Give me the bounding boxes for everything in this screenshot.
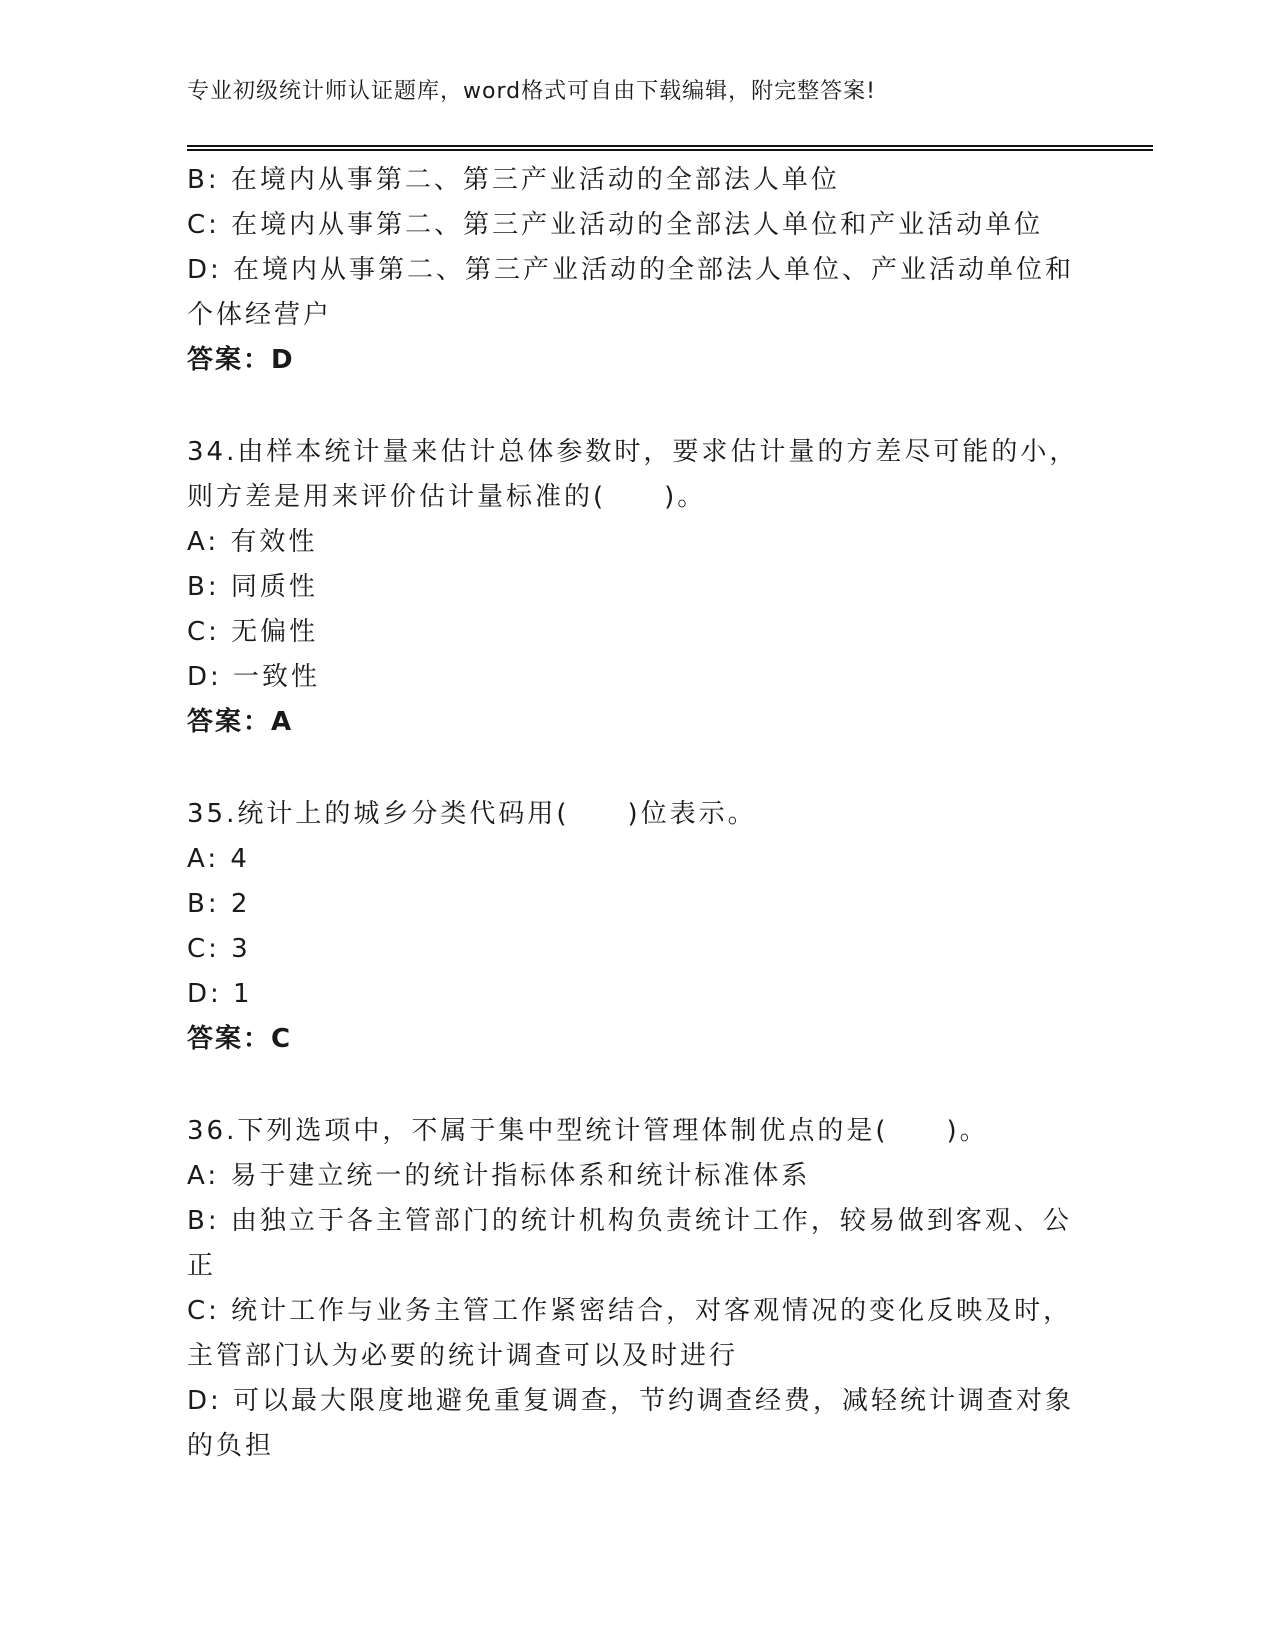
q36-option-b-line1: B: 由独立于各主管部门的统计机构负责统计工作，较易做到客观、公 [187, 1206, 1072, 1236]
q34-option-a: A: 有效性 [187, 527, 318, 557]
q34-option-d: D: 一致性 [187, 662, 321, 692]
q34-option-c: C: 无偏性 [187, 617, 319, 647]
q36-option-a: A: 易于建立统一的统计指标体系和统计标准体系 [187, 1161, 811, 1191]
header-double-rule [187, 145, 1153, 151]
q33-option-d-line2: 个体经营户 [187, 300, 333, 330]
q33-option-d-line1: D: 在境内从事第二、第三产业活动的全部法人单位、产业活动单位和 [187, 255, 1075, 285]
q35-option-a: A: 4 [187, 844, 250, 874]
q36-option-d-line2: 的负担 [187, 1431, 275, 1461]
q35-option-d: D: 1 [187, 979, 253, 1009]
q36-option-c-line2: 主管部门认为必要的统计调查可以及时进行 [187, 1341, 739, 1371]
page-header-text: 专业初级统计师认证题库，word格式可自由下载编辑，附完整答案! [187, 79, 876, 104]
q33-option-c: C: 在境内从事第二、第三产业活动的全部法人单位和产业活动单位 [187, 210, 1044, 240]
spacer [187, 1062, 1087, 1109]
q35-option-b: B: 2 [187, 889, 251, 919]
q36-option-b-line2: 正 [187, 1251, 217, 1281]
spacer [187, 745, 1087, 792]
q34-option-b: B: 同质性 [187, 572, 318, 602]
q34-answer: 答案：A [187, 707, 294, 737]
q34-question-line1: 34.由样本统计量来估计总体参数时，要求估计量的方差尽可能的小， [187, 437, 1079, 467]
spacer [187, 383, 1087, 430]
q36-option-c-line1: C: 统计工作与业务主管工作紧密结合，对客观情况的变化反映及时， [187, 1296, 1073, 1326]
q36-option-d-line1: D: 可以最大限度地避免重复调查，节约调查经费，减轻统计调查对象 [187, 1386, 1075, 1416]
question-content [187, 158, 1087, 1469]
q36-question: 36.下列选项中，不属于集中型统计管理体制优点的是( )。 [187, 1116, 989, 1146]
q33-option-b: B: 在境内从事第二、第三产业活动的全部法人单位 [187, 165, 840, 195]
q34-question-line2: 则方差是用来评价估计量标准的( )。 [187, 482, 707, 512]
q35-answer: 答案：C [187, 1024, 293, 1054]
q35-question: 35.统计上的城乡分类代码用( )位表示。 [187, 799, 757, 829]
q33-answer: 答案：D [187, 345, 295, 375]
q35-option-c: C: 3 [187, 934, 251, 964]
